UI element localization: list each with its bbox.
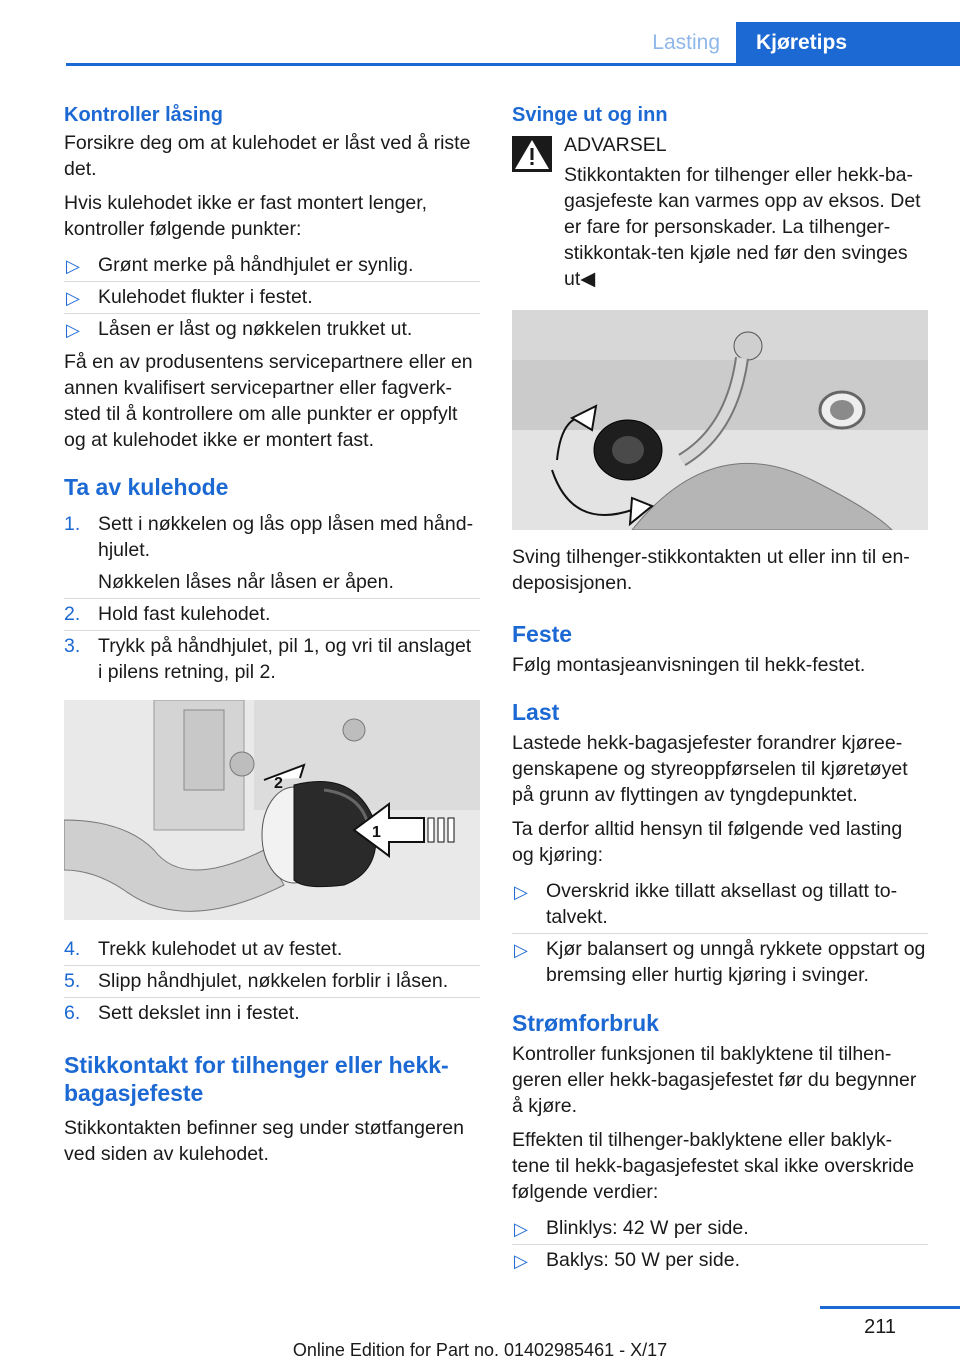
right-column xyxy=(512,100,928,1280)
edition-note: Online Edition for Part no. 01402985461 - X/17 xyxy=(292,1340,668,1360)
bullet-list xyxy=(512,876,928,991)
paragraph: Kontroller funksjonen til baklyktene til tilhen-geren eller hekk-bagasjefestet før du begynner å kjøre. xyxy=(512,1043,917,1117)
arrow-label-2: 2 xyxy=(274,775,283,792)
triangle-right-icon: ▷ xyxy=(514,882,528,902)
paragraph: Ta derfor alltid hensyn til følgende ved lasting og kjøring: xyxy=(512,818,903,866)
numbered-list xyxy=(64,934,480,1029)
paragraph: Forsikre deg om at kulehodet er låst ved å riste det. xyxy=(64,132,471,180)
triangle-right-icon: ▷ xyxy=(514,940,528,960)
heading-stikkontakt: Stikkontakt for tilhenger eller hekk-bagasjefeste xyxy=(64,1052,449,1106)
triangle-right-icon: ▷ xyxy=(514,1251,528,1271)
list-item: 2. Hold fast kulehodet. xyxy=(64,598,480,630)
page-number: 211 xyxy=(864,1316,896,1338)
figure-ball-head-handwheel xyxy=(64,700,480,920)
warning-title: ADVARSEL xyxy=(564,134,667,156)
paragraph: Lastede hekk-bagasjefester forandrer kjøree-genskapene og styreoppførselen til kjøretøyet på grunn av flyttingen av tyngdepunktet. xyxy=(512,732,908,806)
paragraph: Følg montasjeanvisningen til hekk-festet. xyxy=(512,654,866,676)
bullet-list xyxy=(512,1213,928,1276)
triangle-right-icon: ▷ xyxy=(514,1219,528,1239)
heading-svinge-ut-og-inn: Svinge ut og inn xyxy=(512,104,668,126)
list-item: 5. Slipp håndhjulet, nøkkelen forblir i låsen. xyxy=(64,965,480,997)
figure-trailer-socket xyxy=(512,310,928,530)
triangle-right-icon: ▷ xyxy=(66,320,80,340)
list-item: 4. Trekk kulehodet ut av festet. xyxy=(64,938,343,960)
heading-stromforbruk: Strømforbruk xyxy=(512,1010,659,1036)
list-item: 1. Sett i nøkkelen og lås opp låsen med hånd-hjulet. Nøkkelen låses når låsen er åpen. xyxy=(64,513,474,593)
paragraph: Sving tilhenger-stikkontakten ut eller inn til en-deposisjonen. xyxy=(512,546,910,594)
list-item: ▷ Baklys: 50 W per side. xyxy=(512,1244,928,1276)
footer-divider xyxy=(820,1306,960,1309)
arrow-label-1: 1 xyxy=(372,824,381,841)
warning-box xyxy=(512,132,928,292)
list-item: ▷ Kulehodet flukter i festet. xyxy=(64,281,480,313)
list-item: ▷ Låsen er låst og nøkkelen trukket ut. xyxy=(64,313,480,345)
list-item: 3. Trykk på håndhjulet, pil 1, og vri til anslaget i pilens retning, pil 2. xyxy=(64,630,480,688)
list-item: ▷ Kjør balansert og unngå rykkete oppstart og bremsing eller hurtig kjøring i svinger. xyxy=(512,933,928,991)
heading-ta-av-kulehode: Ta av kulehode xyxy=(64,474,229,500)
paragraph: Hvis kulehodet ikke er fast montert lenger, kontroller følgende punkter: xyxy=(64,192,428,240)
heading-kontroller-lasing: Kontroller låsing xyxy=(64,104,223,126)
paragraph: Stikkontakten befinner seg under støtfangeren ved siden av kulehodet. xyxy=(64,1117,464,1165)
trailer-socket-illustration xyxy=(512,310,928,530)
numbered-list xyxy=(64,509,480,688)
triangle-right-icon: ▷ xyxy=(66,256,80,276)
warning-text: Stikkontakten for tilhenger eller hekk-ba-gasjefeste kan varmes opp av eksos. Det er fare for personskader. La tilhenger-stikkontak-ten kjøle ned før den svinges ut◀ xyxy=(564,164,921,290)
warning-triangle-icon xyxy=(512,136,552,172)
paragraph: Få en av produsentens servicepartnere eller en annen kvalifisert servicepartner eller fagverk-sted til å kontrollere om alle punkter er oppfylt og at kulehodet ikke er montert fast. xyxy=(64,351,473,451)
paragraph: Effekten til tilhenger-baklyktene eller baklyk-tene til hekk-bagasjefestet skal ikke overskride følgende verdier: xyxy=(512,1129,915,1203)
list-item: ▷ Overskrid ikke tillatt aksellast og tillatt to-talvekt. xyxy=(514,880,898,928)
triangle-right-icon: ▷ xyxy=(66,288,80,308)
ball-head-illustration xyxy=(64,700,480,920)
list-item: ▷ Grønt merke på håndhjulet er synlig. xyxy=(64,250,480,281)
list-item: ▷ Blinklys: 42 W per side. xyxy=(512,1213,928,1244)
heading-last: Last xyxy=(512,699,560,725)
tab-kjoretips[interactable]: Kjøretips xyxy=(736,22,960,63)
page-footer xyxy=(0,1300,960,1362)
list-item: 6. Sett dekslet inn i festet. xyxy=(64,997,480,1029)
header-tabbar xyxy=(66,22,960,66)
bullet-list xyxy=(64,250,480,345)
left-column xyxy=(64,100,480,1175)
tab-lasting[interactable]: Lasting xyxy=(652,31,720,54)
heading-feste: Feste xyxy=(512,621,573,647)
